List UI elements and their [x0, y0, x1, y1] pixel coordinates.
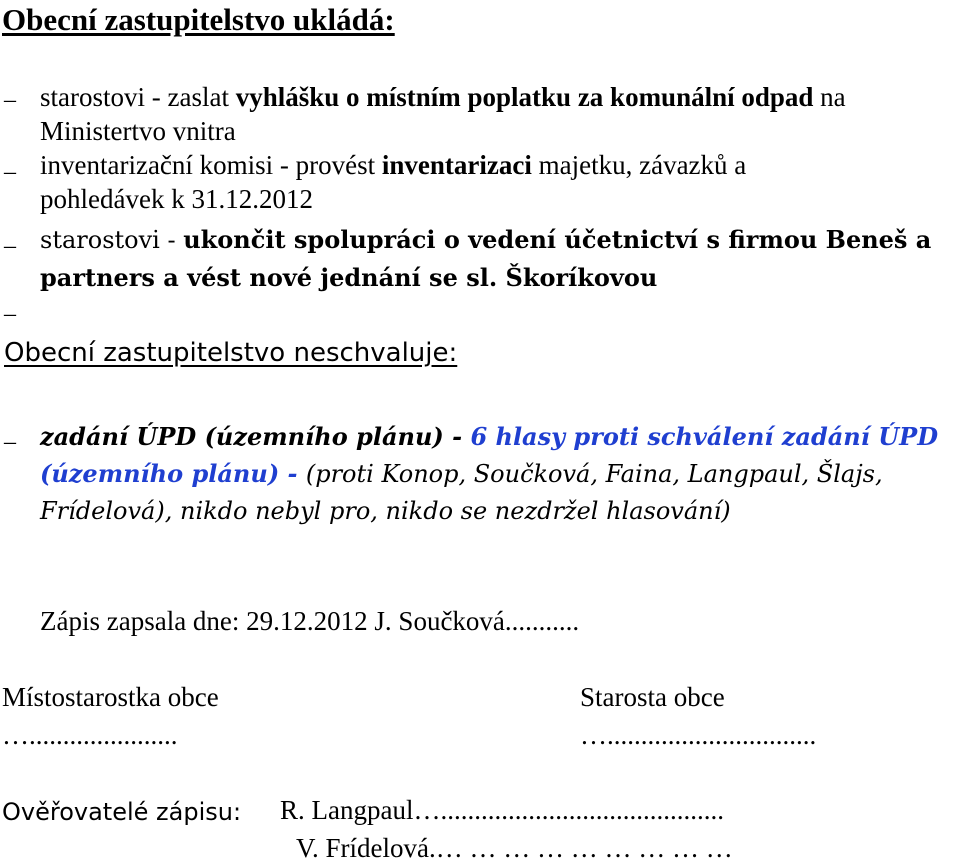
item1-line2: Ministertvo vnitra: [40, 116, 236, 146]
heading-neschvaluje: Obecní zastupitelstvo neschvaluje:: [4, 338, 458, 368]
item4-bold-blue-2: (územního plánu) -: [40, 459, 306, 488]
list-dash: –: [4, 429, 16, 455]
item3-bold: ukončit spolupráci o vedení účetnictví s firmou Beneš a: [183, 225, 932, 254]
item2-text-end: majetku, závazků a: [531, 150, 747, 180]
item3-line1: [40, 223, 931, 257]
list-dash: –: [4, 87, 16, 113]
mayor-label: Starosta obce: [580, 682, 725, 712]
item4-bold-blue: 6 hlasy proti schválení zadání ÚPD: [470, 422, 939, 451]
item3-text: starostovi -: [40, 226, 184, 254]
item4-bold: zadání ÚPD (územního plánu) -: [40, 422, 471, 451]
item2-bold: inventarizaci: [381, 150, 532, 180]
item3-line2: partners a vést nové jednání se sl. Škoríkovou: [40, 263, 658, 292]
item4-line2: [40, 457, 883, 491]
deputy-mayor-signature-line: …......................: [2, 720, 178, 750]
heading-uklada: Obecní zastupitelstvo ukládá:: [2, 2, 395, 37]
item4-text: (proti Konop, Součková, Faina, Langpaul, Šlajs,: [305, 460, 883, 488]
item1-bold: vyhlášku o místním poplatku za komunální odpad: [235, 82, 814, 112]
item2-line2: pohledávek k 31.12.2012: [40, 184, 313, 214]
verifiers-label: Ověřovatelé zápisu:: [2, 798, 242, 826]
verifier-2: V. Frídelová.… … … … … … … … …: [296, 833, 733, 863]
verifier-1: R. Langpaul…..........................................: [280, 795, 724, 825]
item1-text: starostovi - zaslat: [40, 82, 236, 112]
list-dash: –: [4, 233, 16, 259]
item4-line3: Frídelová), nikdo nebyl pro, nikdo se nezdržel hlasování): [40, 497, 731, 525]
deputy-mayor-label: Místostarostka obce: [2, 682, 219, 712]
item2-text: inventarizační komisi - provést: [40, 150, 382, 180]
item2-line1: [40, 148, 746, 182]
mayor-signature-line: …...............................: [580, 720, 817, 750]
item4-line1: [40, 420, 938, 454]
zapis-line: Zápis zapsala dne: 29.12.2012 J. Součková...........: [40, 606, 580, 636]
item1-line1: [40, 80, 846, 114]
list-dash: –: [4, 301, 16, 327]
list-dash: –: [4, 159, 16, 185]
item1-text-end: na: [813, 82, 846, 112]
